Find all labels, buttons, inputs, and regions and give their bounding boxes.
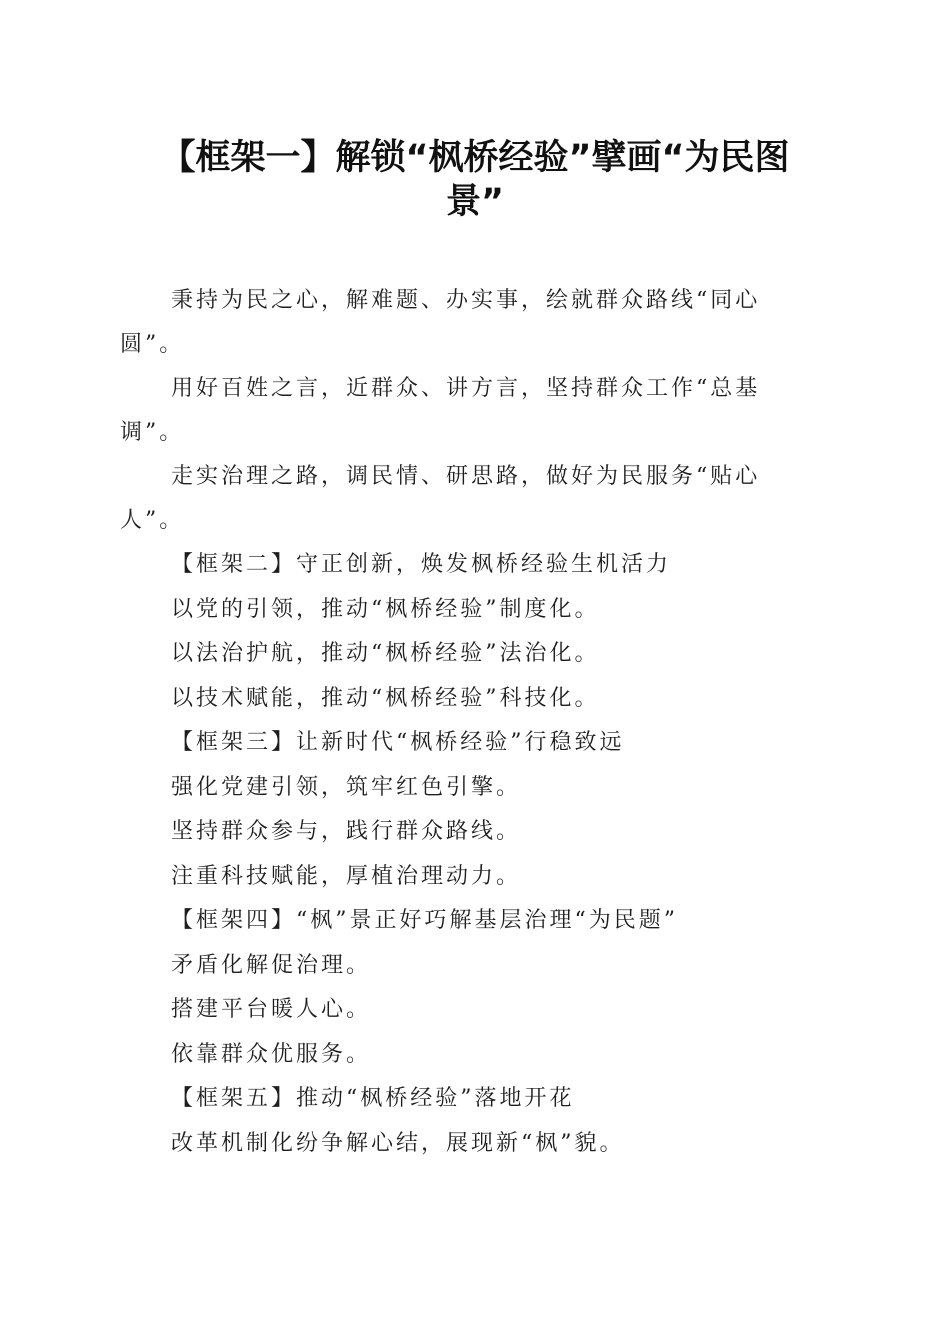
document-title bbox=[120, 136, 830, 224]
paragraph-line: 圆”。 bbox=[120, 332, 185, 357]
section-heading-framework-5: 【框架五】推动“枫桥经验”落地开花 bbox=[171, 1086, 575, 1111]
text-line: 依靠群众优服务。 bbox=[171, 1041, 372, 1067]
paragraph-line: 人”。 bbox=[120, 508, 185, 533]
text-line: 改革机制化纷争解心结，展现新“枫”貌。 bbox=[171, 1130, 625, 1156]
text-line: 搭建平台暖人心。 bbox=[171, 997, 372, 1022]
paragraph bbox=[120, 279, 830, 367]
title-line-1: 【框架一】解锁“枫桥经验”擘画“为民图 bbox=[160, 138, 790, 178]
paragraph-line: 调”。 bbox=[120, 420, 185, 445]
paragraph-line: 秉持为民之心，解难题、办实事，绘就群众路线“同心 bbox=[171, 288, 761, 313]
paragraph bbox=[120, 455, 830, 543]
text-line: 矛盾化解促治理。 bbox=[171, 952, 372, 978]
title-line-2: 景” bbox=[445, 182, 504, 222]
paragraph bbox=[120, 367, 830, 455]
text-line: 以技术赋能，推动“枫桥经验”科技化。 bbox=[171, 685, 600, 711]
section-heading-framework-4: 【框架四】“枫”景正好巧解基层治理“为民题” bbox=[171, 908, 678, 933]
text-line: 坚持群众参与，践行群众路线。 bbox=[171, 819, 522, 844]
text-line: 强化党建引领，筑牢红色引擎。 bbox=[171, 774, 522, 800]
paragraph-line: 走实治理之路，调民情、研思路，做好为民服务“贴心 bbox=[171, 464, 761, 489]
document-body bbox=[120, 279, 830, 1166]
section-heading-framework-2: 【框架二】守正创新，焕发枫桥经验生机活力 bbox=[171, 552, 672, 577]
paragraph-line: 用好百姓之言，近群众、讲方言，坚持群众工作“总基 bbox=[171, 376, 761, 401]
text-line: 以法治护航，推动“枫桥经验”法治化。 bbox=[171, 641, 600, 666]
text-line: 注重科技赋能，厚植治理动力。 bbox=[171, 863, 522, 889]
section-heading-framework-3: 【框架三】让新时代“枫桥经验”行稳致远 bbox=[171, 730, 625, 755]
text-line: 以党的引领，推动“枫桥经验”制度化。 bbox=[171, 596, 600, 622]
